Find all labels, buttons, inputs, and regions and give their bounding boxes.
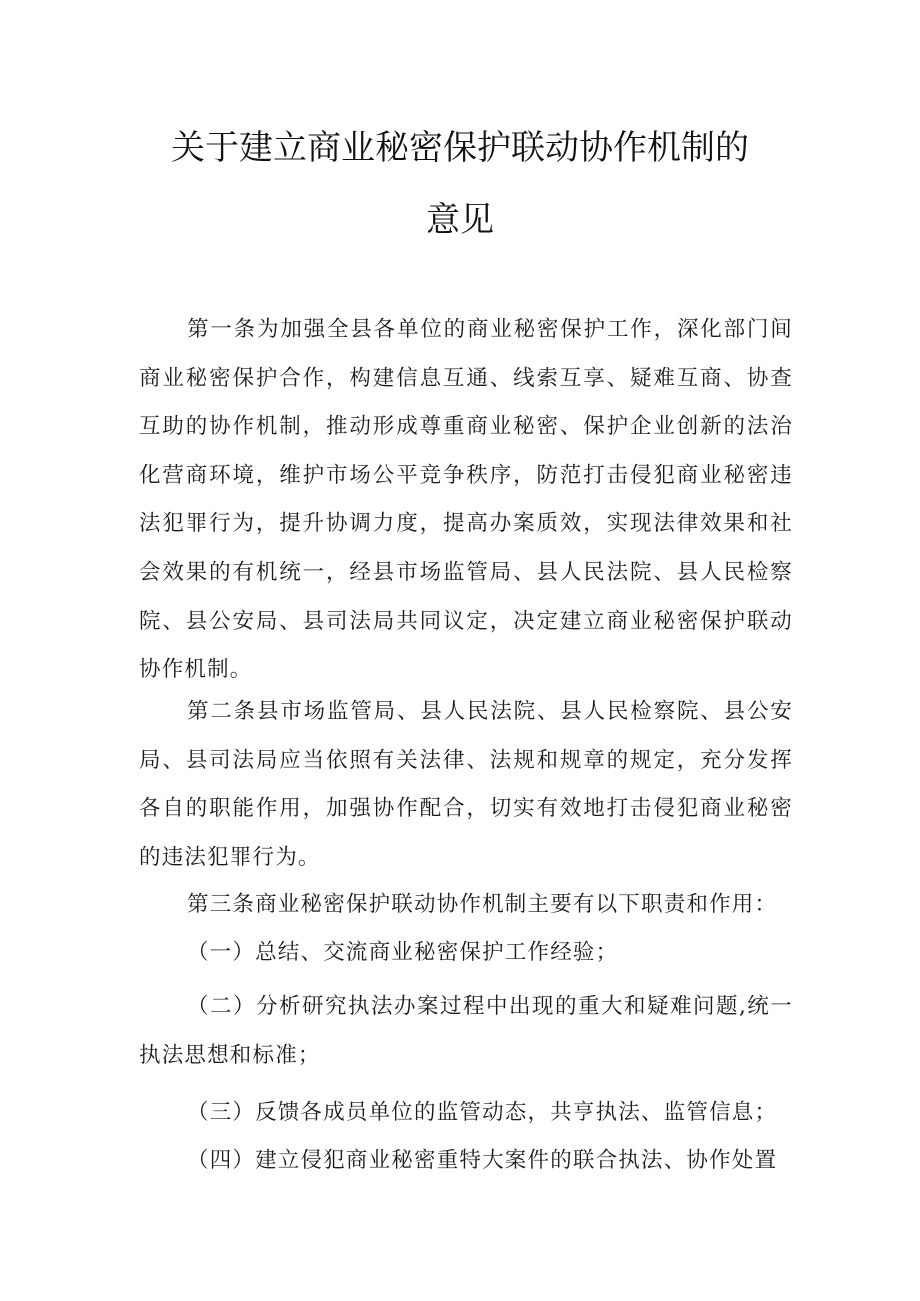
article-2-paragraph: 第二条县市场监管局、县人民法院、县人民检察院、县公安局、县司法局应当依照有关法律、法规和规章的规定，充分发挥各自的职能作用，加强协作配合，切实有效地打击侵犯商业秘密的违法犯罪行为。 [139, 699, 793, 870]
article-3-item-2: （二）分析研究执法办案过程中出现的重大和疑难问题,统一执法思想和标准； [139, 994, 793, 1068]
document-title-line2: 意见 [426, 200, 494, 240]
article-3-item-4: （四）建立侵犯商业秘密重特大案件的联合执法、协作处置 [187, 1148, 778, 1173]
article-3-item-3: （三）反馈各成员单位的监管动态，共亨执法、监管信息； [187, 1100, 778, 1125]
article-3-paragraph: 第三条商业秘密保护联动协作机制主要有以下职责和作用： [187, 892, 778, 917]
article-1-paragraph: 第一条为加强全县各单位的商业秘密保护工作，深化部门间商业秘密保护合作，构建信息互通、线索互享、疑难互商、协查互助的协作机制，推动形成尊重商业秘密、保护企业创新的法治化营商环境，维护市场公平竞争秩序，防范打击侵犯商业秘密违法犯罪行为，提升协调力度，提高办案质效，实现法律效果和社会效果的有机统一，经县市场监管局、县人民法院、县人民检察院、县公安局、县司法局共同议定，决定建立商业秘密保护联动协作机制。 [139, 317, 793, 683]
article-3-item-1: （一）总结、交流商业秘密保护工作经验； [187, 940, 619, 965]
document-title-line1: 关于建立商业秘密保护联动协作机制的 [171, 128, 749, 168]
